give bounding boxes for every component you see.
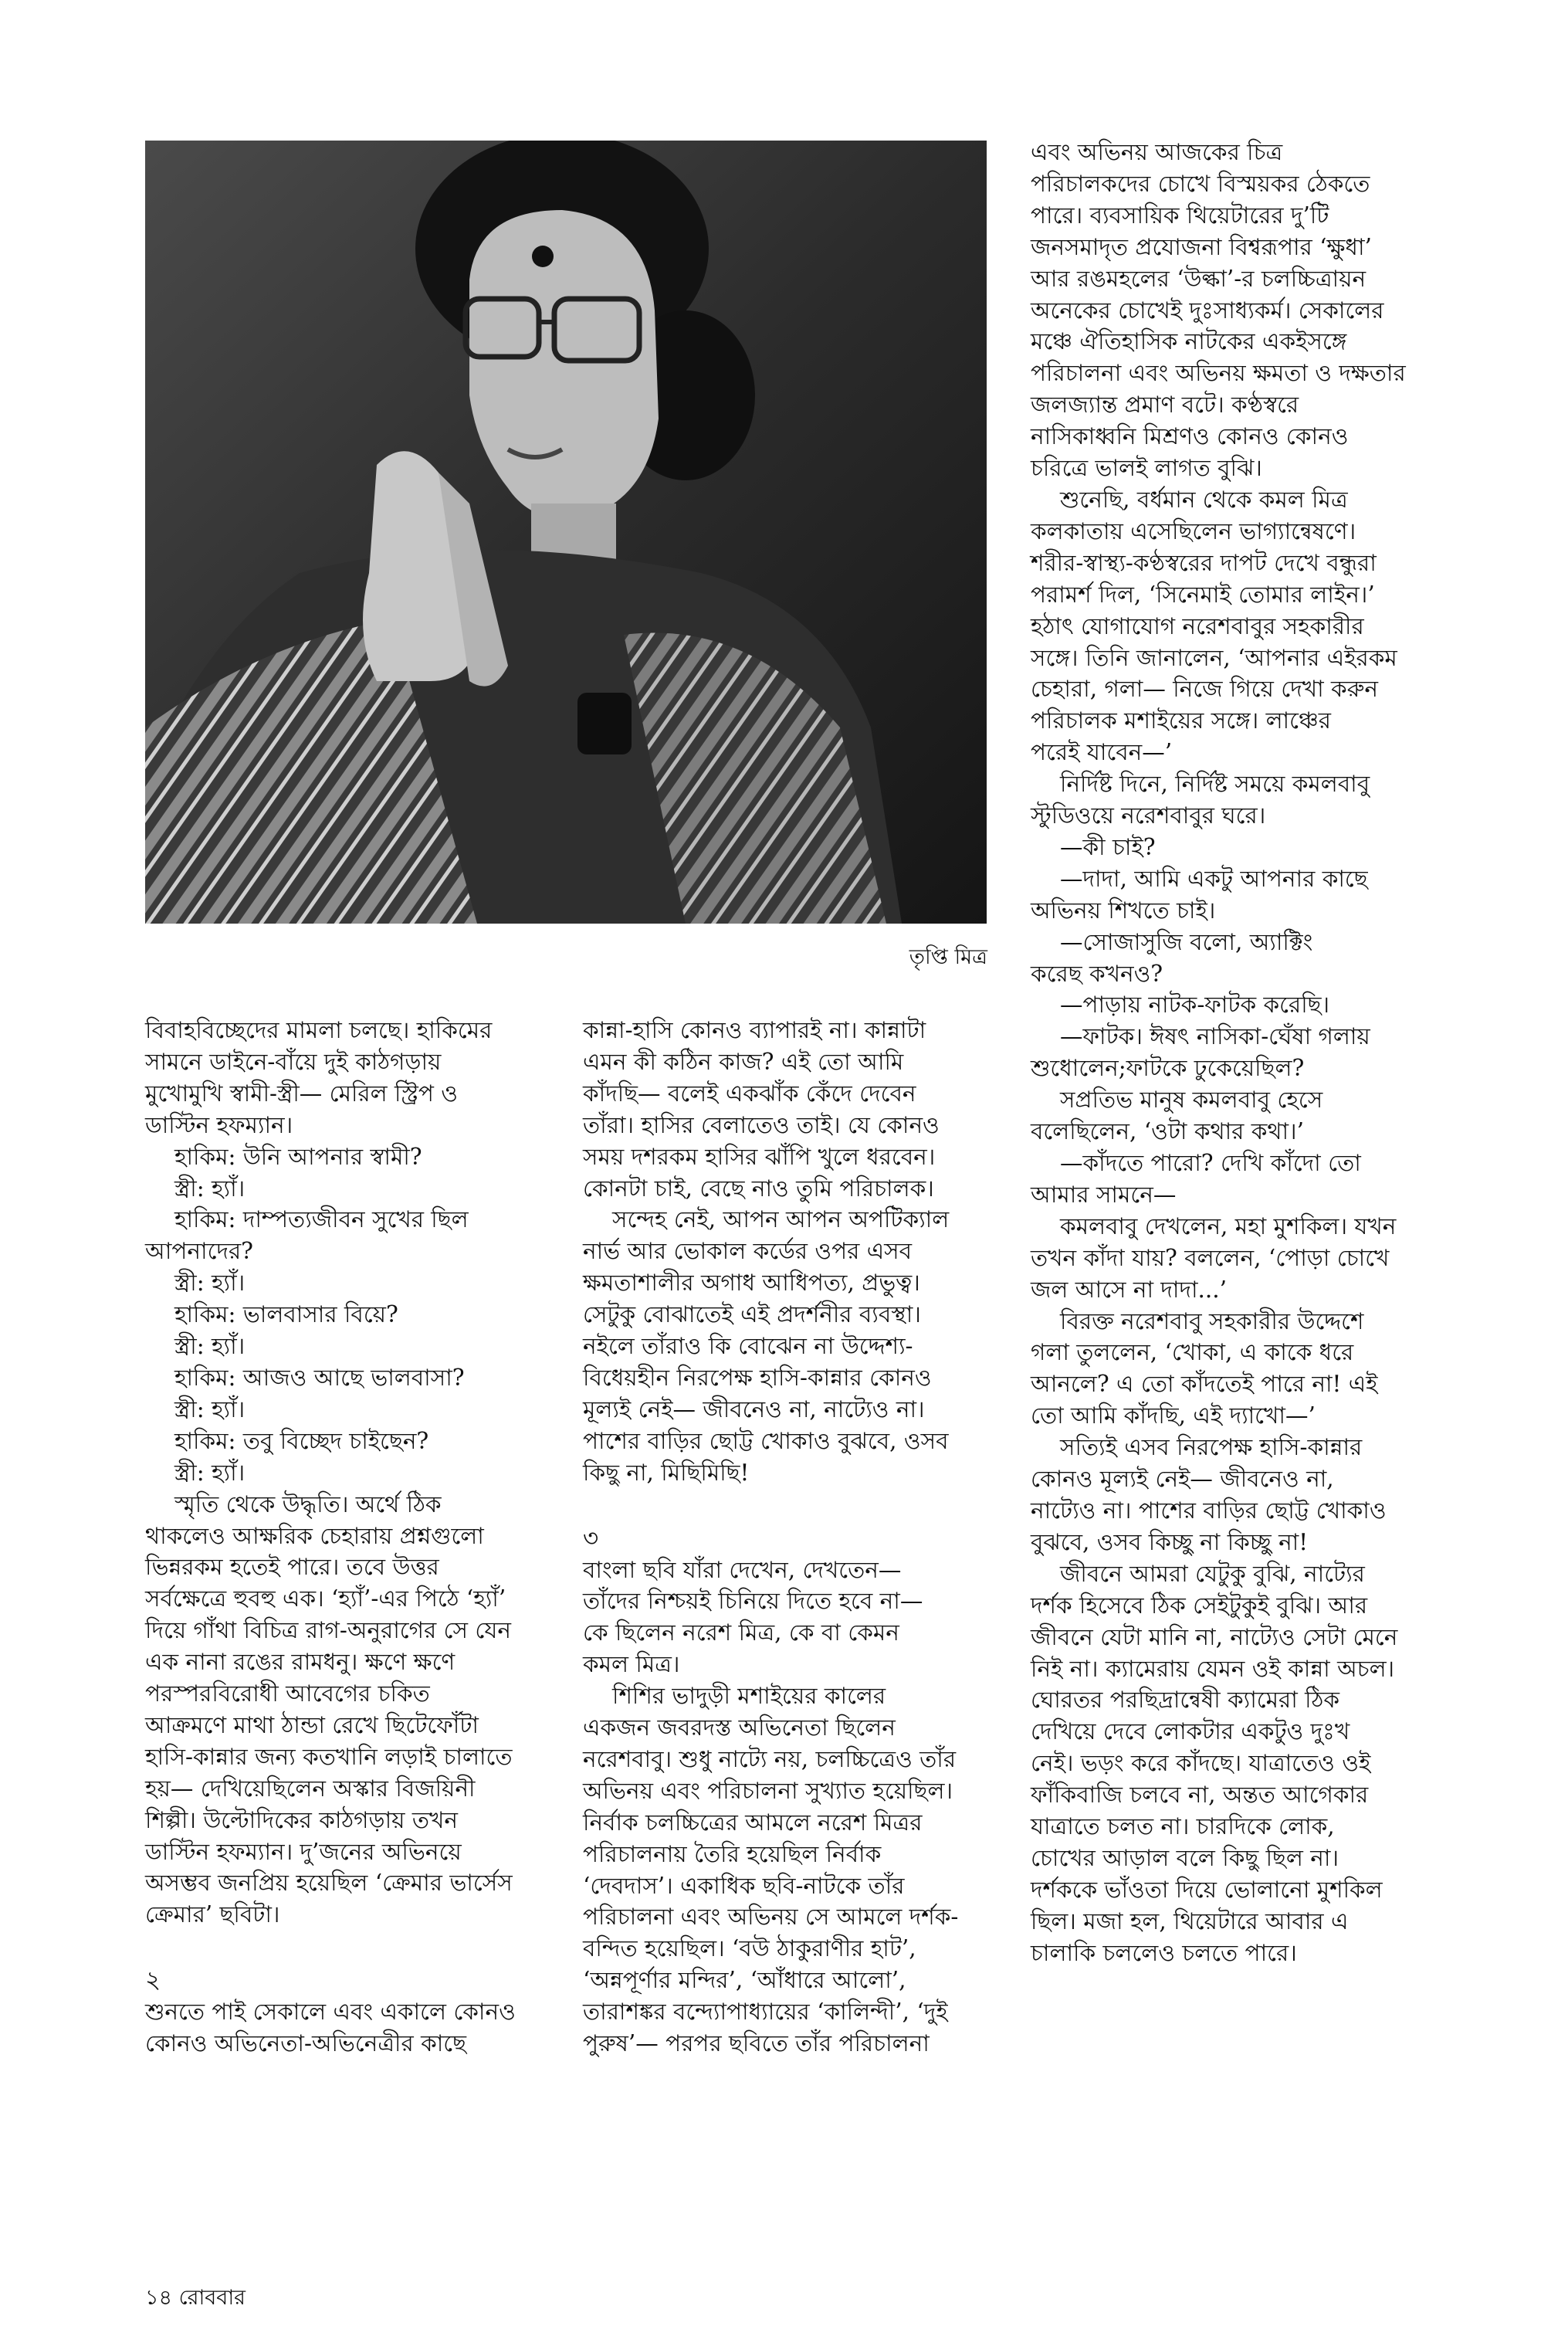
text-line: হাকিম: দাম্পত্যজীবন সুখের ছিল — [174, 1206, 469, 1233]
text-line: জলজ্যান্ত প্রমাণ বটে। কণ্ঠস্বরে — [1031, 392, 1299, 419]
text-line: কোনটা চাই, বেছে নাও তুমি পরিচালক। — [583, 1175, 934, 1202]
text-line: শুধোলেন;ফাটকে ঢুকেয়েছিল? — [1031, 1055, 1305, 1082]
text-line: —দাদা, আমি একটু আপনার কাছে — [1060, 865, 1368, 892]
text-line: অভিনয় এবং পরিচালনা সুখ্যাত হয়েছিল। — [583, 1777, 953, 1804]
text-line: পারে। ব্যবসায়িক থিয়েটারের দু’টি — [1031, 202, 1329, 229]
text-line: হয়— দেখিয়েছিলেন অস্কার বিজয়িনী — [145, 1775, 476, 1802]
text-line: ঘোরতর পরছিদ্রান্বেষী ক্যামেরা ঠিক — [1031, 1687, 1340, 1714]
text-line: ভিন্নরকম হতেই পারে। তবে উত্তর — [145, 1554, 439, 1581]
text-line: ক্রেমার’ ছবিটা। — [145, 1901, 280, 1928]
text-line: পুরুষ’— পরপর ছবিতে তাঁর পরিচালনা — [583, 2030, 930, 2057]
section-number-2: ২ — [145, 1966, 161, 1995]
text-line: ‘অন্নপূর্ণার মন্দির’, ‘আঁধারে আলো’, — [583, 1967, 906, 1994]
text-line: শিল্পী। উল্টোদিকের কাঠগড়ায় তখন — [145, 1806, 458, 1833]
text-line: স্ত্রী: হ্যাঁ। — [174, 1270, 246, 1297]
text-line: জীবনে যেটা মানি না, নাট্যেও সেটা মেনে — [1031, 1623, 1398, 1650]
text-line: তো আমি কাঁদছি, এই দ্যাখো—’ — [1031, 1402, 1316, 1429]
text-line: বাংলা ছবি যাঁরা দেখেন, দেখতেন— — [583, 1556, 902, 1583]
text-line: ডাস্টিন হফম্যান। — [145, 1111, 293, 1138]
left-column-body — [145, 1015, 577, 1931]
text-line: পরিচালনা এবং অভিনয় সে আমলে দর্শক- — [583, 1904, 959, 1931]
text-line: স্ত্রী: হ্যাঁ। — [174, 1459, 246, 1486]
text-line: আপনাদের? — [145, 1238, 253, 1265]
text-line: এমন কী কঠিন কাজ? এই তো আমি — [583, 1048, 904, 1075]
text-line: নাট্যেও না। পাশের বাড়ির ছোট্ট খোকাও — [1031, 1497, 1387, 1524]
text-line: মুখোমুখি স্বামী-স্ত্রী— মেরিল স্ট্রিপ ও — [145, 1080, 458, 1107]
text-line: বিবাহবিচ্ছেদের মামলা চলছে। হাকিমের — [145, 1017, 493, 1043]
text-line: নাসিকাধ্বনি মিশ্রণও কোনও কোনও — [1031, 423, 1349, 450]
text-line: কে ছিলেন নরেশ মিত্র, কে বা কেমন — [583, 1619, 899, 1646]
text-line: কিছু না, মিছিমিছি! — [583, 1459, 750, 1486]
text-line: দিয়ে গাঁথা বিচিত্র রাগ-অনুরাগের সে যেন — [145, 1617, 511, 1644]
text-line: জল আসে না দাদা...’ — [1031, 1276, 1228, 1303]
text-line: —কাঁদতে পারো? দেখি কাঁদো তো — [1060, 1150, 1361, 1176]
text-line: ফাঁকিবাজি চলবে না, অন্তত আগেকার — [1031, 1782, 1369, 1809]
text-line: সন্দেহ নেই, আপন আপন অপটিক্যাল — [612, 1206, 950, 1233]
text-line: পরিচালনা এবং অভিনয় ক্ষমতা ও দক্ষতার — [1031, 360, 1406, 387]
text-line: আমার সামনে— — [1031, 1181, 1177, 1208]
text-line: —কী চাই? — [1060, 833, 1156, 860]
text-line: বন্দিত হয়েছিল। ‘বউ ঠাকুরাণীর হাট’, — [583, 1935, 916, 1962]
text-line: সর্বক্ষেত্রে হুবহু এক। ‘হ্যাঁ’-এর পিঠে ‘হ্যাঁ’ — [145, 1585, 506, 1612]
text-line: —সোজাসুজি বলো, অ্যাক্টিং — [1060, 928, 1313, 955]
text-line: শিশির ভাদুড়ী মশাইয়ের কালের — [612, 1683, 886, 1710]
text-line: হাসি-কান্নার জন্য কতখানি লড়াই চালাতে — [145, 1743, 513, 1770]
text-line: হাকিম: উনি আপনার স্বামী? — [174, 1143, 422, 1170]
text-line: কান্না-হাসি কোনও ব্যাপারই না। কান্নাটা — [583, 1017, 926, 1043]
text-line: নার্ভ আর ভোকাল কর্ডের ওপর এসব — [583, 1238, 913, 1265]
text-line: পরিচালক মশাইয়ের সঙ্গে। লাঞ্চের — [1031, 707, 1331, 734]
text-line: নইলে তাঁরাও কি বোঝেন না উদ্দেশ্য- — [583, 1333, 913, 1360]
portrait-photo — [145, 141, 987, 924]
photo-caption: তৃপ্তি মিত্র — [909, 945, 987, 969]
page-footer — [145, 2282, 246, 2317]
text-line: কাঁদছি— বলেই একঝাঁক কেঁদে দেবেন — [583, 1080, 916, 1107]
text-line: সামনে ডাইনে-বাঁয়ে দুই কাঠগড়ায় — [145, 1048, 442, 1075]
text-line: হাকিম: তবু বিচ্ছেদ চাইছেন? — [174, 1427, 429, 1454]
text-line: কলকাতায় এসেছিলেন ভাগ্যান্বেষণে। — [1031, 517, 1356, 544]
middle-column-tail — [583, 1555, 1015, 2060]
text-line: ছিল। মজা হল, থিয়েটারে আবার এ — [1031, 1907, 1349, 1934]
text-line: নির্বাক চলচ্চিত্রের আমলে নরেশ মিত্রর — [583, 1809, 923, 1836]
text-line: হাকিম: আজও আছে ভালবাসা? — [174, 1364, 465, 1391]
text-line: চেহারা, গলা— নিজে গিয়ে দেখা করুন — [1031, 676, 1378, 703]
text-line: তখন কাঁদা যায়? বললেন, ‘পোড়া চোখে — [1031, 1244, 1390, 1271]
text-line: দেখিয়ে দেবে লোকটার একটুও দুঃখ — [1031, 1718, 1350, 1745]
text-line: দর্শক হিসেবে ঠিক সেইটুকুই বুঝি। আর — [1031, 1592, 1368, 1619]
text-line: এক নানা রঙের রামধনু। ক্ষণে ক্ষণে — [145, 1649, 455, 1676]
text-line: চরিত্রে ভালই লাগত বুঝি। — [1031, 455, 1262, 482]
text-line: ক্ষমতাশালীর অগাধ আধিপত্য, প্রভুত্ব। — [583, 1270, 920, 1297]
text-line: জনসমাদৃত প্রযোজনা বিশ্বরূপার ‘ক্ষুধা’ — [1031, 233, 1372, 260]
text-line: বলেছিলেন, ‘ওটা কথার কথা।’ — [1031, 1118, 1304, 1145]
text-line: স্ত্রী: হ্যাঁ। — [174, 1175, 246, 1202]
text-line: শরীর-স্বাস্থ্য-কণ্ঠস্বরের দাপট দেখে বন্ধুরা — [1031, 549, 1377, 576]
text-line: কোনও মূল্যই নেই— জীবনেও না, — [1031, 1466, 1334, 1493]
left-column — [145, 1015, 577, 2060]
text-line: সঙ্গে। তিনি জানালেন, ‘আপনার এইরকম — [1031, 644, 1397, 671]
right-column — [1031, 137, 1417, 1969]
text-line: পাশের বাড়ির ছোট্ট খোকাও বুঝবে, ওসব — [583, 1427, 949, 1454]
text-line: তারাশঙ্কর বন্দ্যোপাধ্যায়ের ‘কালিন্দী’, ‘দুই — [583, 1999, 948, 2026]
portrait-illustration — [145, 141, 987, 924]
text-line: কমলবাবু দেখলেন, মহা মুশকিল। যখন — [1060, 1212, 1397, 1239]
text-line: অনেকের চোখেই দুঃসাধ্যকর্ম। সেকালের — [1031, 297, 1384, 324]
text-line: ডাস্টিন হফম্যান। দু’জনের অভিনয়ে — [145, 1838, 462, 1865]
text-line: কোনও অভিনেতা-অভিনেত্রীর কাছে — [145, 2030, 467, 2057]
text-line: —ফাটক। ঈষৎ নাসিকা-ঘেঁষা গলায় — [1060, 1023, 1370, 1050]
text-line: আর রঙমহলের ‘উল্কা’-র চলচ্চিত্রায়ন — [1031, 265, 1366, 292]
text-line: চালাকি চললেও চলতে পারে। — [1031, 1939, 1297, 1966]
text-line: একজন জবরদস্ত অভিনেতা ছিলেন — [583, 1714, 896, 1741]
text-line: যাত্রাতে চলত না। চারদিকে লোক, — [1031, 1813, 1335, 1840]
text-line: স্ত্রী: হ্যাঁ। — [174, 1395, 246, 1422]
text-line: মঞ্চে ঐতিহাসিক নাটকের একইসঙ্গে — [1031, 328, 1347, 355]
text-line: মূল্যই নেই— জীবনেও না, নাট্যেও না। — [583, 1395, 925, 1422]
text-line: হাকিম: ভালবাসার বিয়ে? — [174, 1301, 398, 1328]
text-line: গলা তুললেন, ‘খোকা, এ কাকে ধরে — [1031, 1339, 1354, 1366]
text-line: হঠাৎ যোগাযোগ নরেশবাবুর সহকারীর — [1031, 612, 1364, 639]
magazine-name: রোববার — [178, 2286, 246, 2310]
section-number-3: ৩ — [583, 1524, 599, 1552]
text-line: নেই। ভড়ং করে কাঁদছে। যাত্রাতেও ওই — [1031, 1750, 1371, 1777]
text-line: করেছ কখনও? — [1031, 960, 1163, 987]
middle-column-body — [583, 1015, 1015, 1489]
text-line: পরস্পরবিরোধী আবেগের চকিত — [145, 1680, 430, 1707]
text-line: পরেই যাবেন—’ — [1031, 739, 1173, 766]
text-line: পরিচালকদের চোখে বিস্ময়কর ঠেকতে — [1031, 170, 1370, 197]
text-line: বিরক্ত নরেশবাবু সহকারীর উদ্দেশে — [1060, 1307, 1364, 1334]
text-line: পরিচালনায় তৈরি হয়েছিল নির্বাক — [583, 1840, 882, 1867]
text-line: নির্দিষ্ট দিনে, নির্দিষ্ট সময়ে কমলবাবু — [1060, 771, 1370, 798]
text-line: পরামর্শ দিল, ‘সিনেমাই তোমার লাইন।’ — [1031, 581, 1375, 608]
text-line: ‘দেবদাস’। একাধিক ছবি-নাটকে তাঁর — [583, 1872, 905, 1899]
page-number: ১৪ — [145, 2286, 173, 2310]
text-line: —পাড়ায় নাটক-ফাটক করেছি। — [1060, 992, 1330, 1019]
text-line: তাঁদের নিশ্চয়ই চিনিয়ে দিতে হবে না— — [583, 1588, 923, 1615]
text-line: স্ত্রী: হ্যাঁ। — [174, 1333, 246, 1360]
text-line: থাকলেও আক্ষরিক চেহারায় প্রশ্নগুলো — [145, 1522, 484, 1549]
middle-column — [583, 1015, 1015, 2060]
text-line: এবং অভিনয় আজকের চিত্র — [1031, 139, 1283, 165]
text-line: কমল মিত্র। — [583, 1651, 680, 1678]
text-line: তাঁরা। হাসির বেলাতেও তাই। যে কোনও — [583, 1111, 940, 1138]
text-line: শুনেছি, বর্ধমান থেকে কমল মিত্র — [1060, 486, 1348, 513]
text-line: নরেশবাবু। শুধু নাট্যে নয়, চলচ্চিত্রেও তাঁর — [583, 1745, 957, 1772]
text-line: অসম্ভব জনপ্রিয় হয়েছিল ‘ক্রেমার ভার্সেস — [145, 1870, 513, 1897]
text-line: চোখের আড়াল বলে কিছু ছিল না। — [1031, 1844, 1339, 1871]
text-line: স্টুডিওয়ে নরেশবাবুর ঘরে। — [1031, 802, 1266, 829]
text-line: বিধেয়হীন নিরপেক্ষ হাসি-কান্নার কোনও — [583, 1364, 932, 1391]
text-line: বুঝবে, ওসব কিচ্ছু না কিচ্ছু না! — [1031, 1528, 1309, 1555]
text-line: সেটুকু বোঝাতেই এই প্রদর্শনীর ব্যবস্থা। — [583, 1301, 921, 1328]
text-line: সপ্রতিভ মানুষ কমলবাবু হেসে — [1060, 1087, 1323, 1114]
left-column-tail — [145, 1996, 577, 2060]
text-line: দর্শককে ভাঁওতা দিয়ে ভোলানো মুশকিল — [1031, 1876, 1383, 1903]
text-line: সত্যিই এসব নিরপেক্ষ হাসি-কান্নার — [1060, 1434, 1363, 1461]
text-line: আক্রমণে মাথা ঠান্ডা রেখে ছিটেফোঁটা — [145, 1711, 479, 1738]
text-line: নিই না। ক্যামেরায় যেমন ওই কান্না অচল। — [1031, 1655, 1395, 1682]
text-line: অভিনয় শিখতে চাই। — [1031, 897, 1216, 924]
text-line: আনলে? এ তো কাঁদতেই পারে না! এই — [1031, 1371, 1378, 1398]
text-line: সময় দশরকম হাসির ঝাঁপি খুলে ধরবেন। — [583, 1143, 936, 1170]
text-line: শুনতে পাই সেকালে এবং একালে কোনও — [145, 1999, 516, 2026]
text-line: জীবনে আমরা যেটুকু বুঝি, নাট্যের — [1060, 1560, 1365, 1587]
text-line: স্মৃতি থেকে উদ্ধৃতি। অর্থে ঠিক — [174, 1490, 442, 1517]
